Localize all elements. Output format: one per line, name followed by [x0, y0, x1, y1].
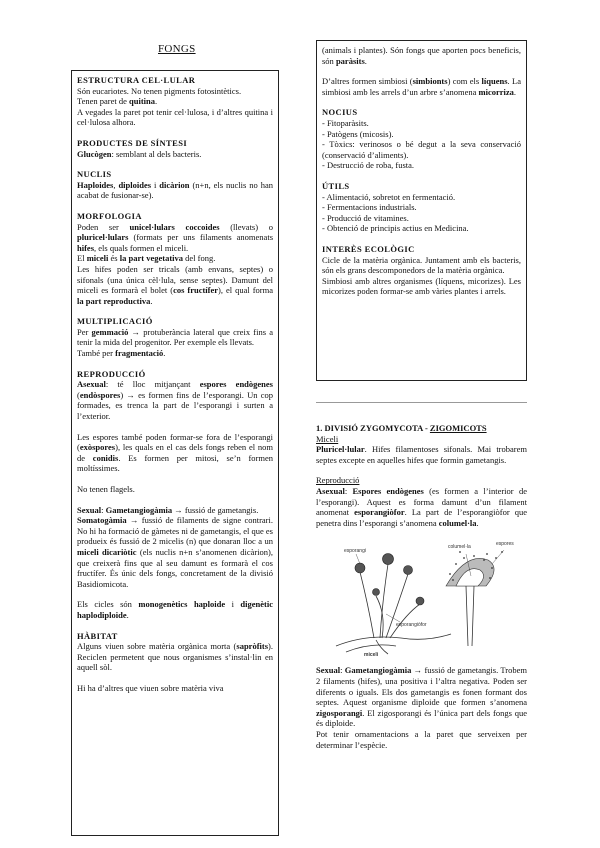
heading-reproduccio: REPRODUCCIÓ: [77, 368, 146, 379]
text-cont-1: (animals i plantes). Són fongs que aporten pocs beneficis, són paràsits.: [322, 45, 521, 66]
text-morfologia-2: El miceli és la part vegetativa del fong.: [77, 253, 216, 264]
label-miceli: miceli: [364, 652, 379, 659]
text-estructura-3: A vegades la paret pot tenir cel·lulosa, i d’altres quitina i cel·lulosa alhora.: [77, 106, 273, 128]
label-esporangi: esporangi: [344, 548, 366, 555]
section-utils: [322, 181, 521, 234]
heading-estructura: ESTRUCTURA CEL·LULAR: [77, 75, 196, 85]
zygo-asexual-text: Asexual: Espores endògenes (es formen a l’interior de l’esporangi). Aquest es forma damunt d’un filament anomenat esporangiòfor. La part de l’esporangiòfor que penetra dins l’esporangi s’anomena columel·la.: [316, 485, 528, 528]
zygo-ornament-text: Pot tenir ornamentacions a la paret que serveixen per determinar l’espècie.: [316, 728, 527, 750]
text-reproduccio-sexual: Sexual: Gametangiogàmia → fussió de gametangis.: [77, 504, 259, 515]
list-item: - Fermentacions industrials.: [322, 202, 417, 213]
label-columella: columel·la: [448, 544, 471, 551]
text-cont-2: D’altres formen simbiosi (simbionts) com els líquens. La simbiosi amb les arrels d’un arbre s’anomena micorriza.: [322, 76, 521, 97]
zygo-miceli-label: Miceli: [316, 433, 339, 444]
list-item: - Patògens (micosis).: [322, 128, 394, 139]
list-item: - Destrucció de roba, fusta.: [322, 160, 415, 171]
section-habitat: [77, 631, 273, 694]
left-content-box: [71, 70, 279, 836]
heading-nuclis: NUCLIS: [77, 169, 112, 180]
text-habitat-2: Hi ha d’altres que viuen sobre matèria viva: [77, 682, 224, 693]
heading-multiplicacio: MULTIPLICACIÓ: [77, 316, 153, 327]
text-reproduccio-flagels: No tenen flagels.: [77, 484, 135, 494]
text-reproduccio-somatogamia: Somatogàmia → fussió de filaments de signe contrari. No hi ha formació de gàmetes ni de gametangis, el que es produeix és fussió de 2 micelis (n) que donaran lloc a un miceli dicariòtic (els nuclis n+n s’anomenen dicàrion), que creixerà fins que al seu damunt es formarà el cos fructífer. És únic dels fongs, concretament de la divisió Basidiomicota.: [77, 515, 274, 589]
list-item: - Alimentació, sobretot en fermentació.: [322, 191, 456, 202]
list-item: - Producció de vitamines.: [322, 212, 409, 223]
heading-habitat: HÀBITAT: [77, 630, 118, 641]
text-multiplicacio-1: Per gemmació → protuberància lateral que creix fins a tenir la mida del progenitor. Per exemple els llevats.: [77, 326, 273, 348]
text-reproduccio-exospores: Les espores també poden formar-se fora de l’esporangi (exòspores), les quals en el cas dels fongs reben el nom de conidis. Es formen per mitosi, se’n formen moltíssimes.: [77, 431, 274, 474]
text-interes-2: Simbiosi amb altres organismes (líquens, micorizes). Les micorizes poden formar-se amb vàries plantes i arrels.: [322, 275, 521, 297]
section-nuclis: [77, 169, 273, 201]
section-morfologia: [77, 211, 273, 306]
list-item: - Tòxics: verinosos o bé degut a la seva conservació (conservació d’aliments).: [322, 139, 521, 160]
text-estructura-1: Són eucariotes. No tenen pigments fotosintètics.: [77, 85, 242, 96]
zygo-miceli-text: Pluricel·lular. Hifes filamentoses sifonals. Mai trobarem septes excepte en aquelles hifes que formin gametangis.: [316, 444, 527, 465]
list-item: - Obtenció de principis actius en Medicina.: [322, 223, 469, 234]
heading-productes: PRODUCTES DE SÍNTESI: [77, 137, 188, 148]
text-morfologia-3: Les hifes poden ser tricals (amb envans, septes) o sifonals (una única cèl·lula, sense septes). Damunt del miceli es formarà el bolet (cos fructífer), el qual forma la part reproductiva.: [77, 263, 273, 306]
heading-nocius: NOCIUS: [322, 107, 358, 118]
sporangia-figure: [316, 534, 527, 659]
text-habitat-1: Alguns viuen sobre matèria orgànica morta (sapròfits). Reciclen permetent que nous organismes s’instal·lin en aquell sòl.: [77, 641, 273, 673]
label-espores: espores: [496, 541, 514, 548]
text-nuclis: Haploides, diploides i dicàrion (n+n, els nuclis no han acabat de fusionar-se).: [77, 179, 273, 201]
heading-utils: ÚTILS: [322, 180, 350, 191]
label-esporangiofor: esporangiòfor: [396, 622, 427, 629]
section-zygomycota: [316, 423, 527, 750]
section-productes: [77, 138, 273, 159]
text-estructura-2: Tenen paret de quitina.: [77, 96, 158, 107]
section-reproduccio: [77, 369, 273, 621]
zygo-sexual-text: Sexual: Gametangiogàmia → fussió de gametangis. Trobem 2 filaments (hifes), una positiva i l’altra negativa. Poden ser diferents o iguals. Els dos gametangis es fonen formant dos septes. Aquest organisme diploide que formen s’anomena zigosporangi. El zigosporangi és l’única part dels fongs que és diploide.: [316, 665, 527, 729]
section-divider: [316, 402, 527, 403]
text-reproduccio-asexual: Asexual: té lloc mitjançant espores endògenes (endòspores) → es formen fins de l’esporangi. Un cop formades, es trenca la part de l’esporangi i surten a l’exterior.: [77, 379, 273, 422]
heading-interes: INTERÈS ECOLÒGIC: [322, 243, 415, 254]
right-content-box: [316, 40, 527, 381]
text-reproduccio-cicles: Els cicles són monogenètics haploide i digenètic haplodiploide.: [77, 599, 273, 620]
section-interes: [322, 244, 521, 297]
text-morfologia-1: Poden ser unicel·lulars coccoides (llevats) o pluricel·lulars (formats per uns filaments anomenats hifes, els quals formen el miceli.: [77, 221, 274, 253]
section-multiplicacio: [77, 316, 273, 358]
text-productes: Glucògen: semblant al dels bacteris.: [77, 148, 202, 159]
list-item: - Fitoparàsits.: [322, 117, 369, 128]
zygo-reproduccio-label: Reproducció: [316, 475, 360, 486]
page-title: FONGS: [158, 43, 196, 55]
text-interes-1: Cicle de la matèria orgànica. Juntament amb els bacteris, són els grans descomponedors de la matèria orgànica.: [322, 254, 521, 276]
zygo-title: 1. DIVISIÓ ZYGOMYCOTA - ZIGOMICOTS: [316, 423, 487, 433]
text-multiplicacio-2: També per fragmentació.: [77, 348, 166, 359]
section-nocius: [322, 107, 521, 171]
heading-morfologia: MORFOLOGIA: [77, 210, 142, 221]
section-estructura: [77, 75, 273, 128]
